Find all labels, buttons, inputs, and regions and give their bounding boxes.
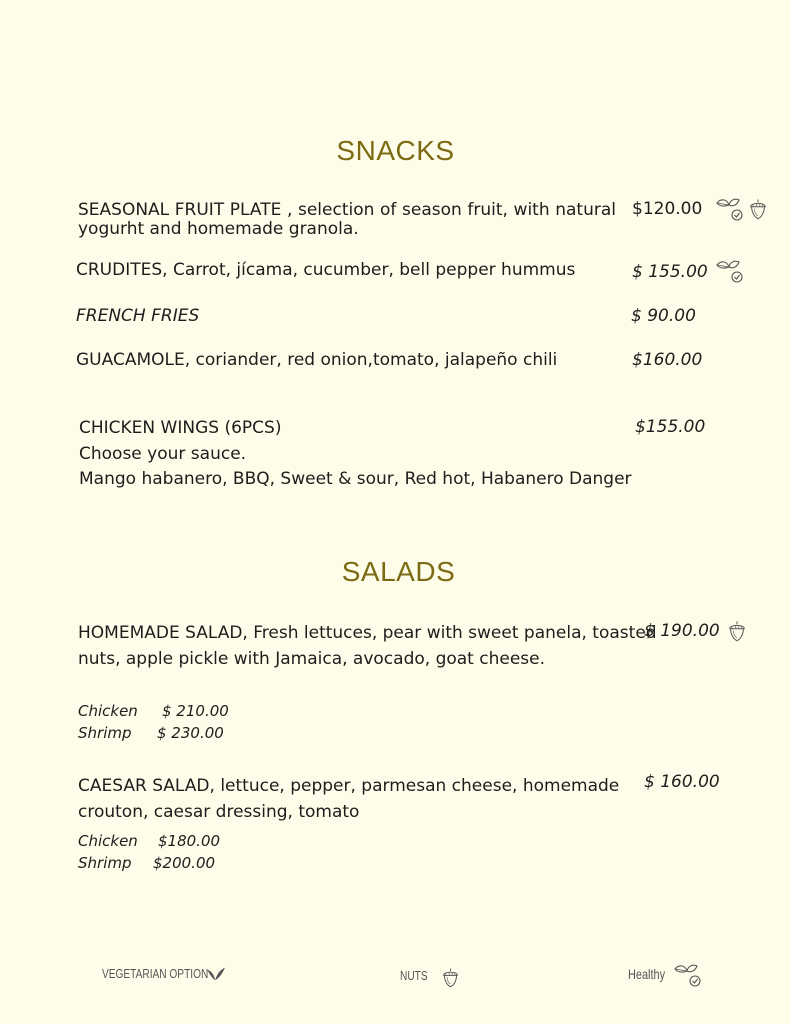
menu-item-homemade-salad — [78, 621, 657, 672]
menu-item-line: crouton, caesar dressing, tomato — [78, 801, 360, 822]
menu-item-line: CAESAR SALAD, lettuce, pepper, parmesan cheese, homemade — [78, 776, 620, 796]
addon-price: $ 230.00 — [157, 724, 224, 742]
menu-item-seasonal-fruit — [78, 201, 616, 239]
vegetarian-icon — [206, 966, 226, 982]
addon-row — [78, 700, 229, 722]
healthy-icon — [715, 197, 745, 223]
menu-item-line: HOMEMADE SALAD, Fresh lettuces, pear with sweet panela, toasted — [78, 623, 657, 643]
salads-heading: SALADS — [341, 556, 456, 587]
menu-item-line: nuts, apple pickle with Jamaica, avocado, goat cheese. — [78, 648, 546, 669]
legend-healthy-label: Healthy — [628, 966, 666, 982]
addon-price: $200.00 — [153, 854, 216, 872]
nuts-icon — [727, 620, 747, 643]
menu-item-price: $ 160.00 — [644, 772, 720, 792]
menu-item-price: $120.00 — [632, 199, 703, 219]
snacks-heading: SNACKS — [336, 135, 455, 166]
addon-price: $180.00 — [158, 832, 221, 850]
menu-item-price: $ 190.00 — [644, 621, 720, 641]
menu-item-french-fries: FRENCH FRIES — [76, 306, 200, 326]
addon-list — [78, 830, 220, 874]
menu-item-crudites: CRUDITES, Carrot, jícama, cucumber, bell pepper hummus — [76, 260, 576, 280]
menu-item-options: Mango habanero, BBQ, Sweet & sour, Red hot, Habanero Danger — [79, 469, 632, 489]
addon-row — [78, 852, 220, 874]
addon-name: Chicken — [78, 832, 138, 850]
addon-row — [78, 830, 220, 852]
addon-list — [78, 700, 229, 744]
addon-name: Shrimp — [78, 854, 132, 872]
menu-item-price: $155.00 — [635, 417, 706, 437]
menu-item-chicken-wings — [79, 416, 632, 493]
menu-item-price: $ 90.00 — [631, 306, 696, 326]
healthy-icon — [673, 963, 703, 989]
menu-item-caesar-salad — [78, 774, 619, 825]
addon-name: Chicken — [78, 702, 138, 720]
menu-item-note: Choose your sauce. — [79, 443, 247, 464]
healthy-icon — [715, 259, 745, 285]
menu-item-guacamole: GUACAMOLE, coriander, red onion,tomato, jalapeño chili — [76, 350, 558, 370]
menu-item-title: CHICKEN WINGS (6PCS) — [79, 418, 282, 438]
addon-price: $ 210.00 — [162, 702, 229, 720]
menu-item-text: SEASONAL FRUIT PLATE , selection of season fruit, with natural yogurht and homemade granola. — [78, 200, 616, 239]
menu-item-price: $160.00 — [632, 350, 703, 370]
legend-vegetarian-label: VEGETARIAN OPTION — [102, 966, 209, 981]
legend-nuts-label: NUTS — [400, 968, 428, 983]
nuts-icon — [748, 198, 768, 221]
addon-name: Shrimp — [78, 724, 132, 742]
addon-row — [78, 722, 229, 744]
menu-item-price: $ 155.00 — [632, 262, 708, 282]
nuts-icon — [441, 967, 460, 989]
